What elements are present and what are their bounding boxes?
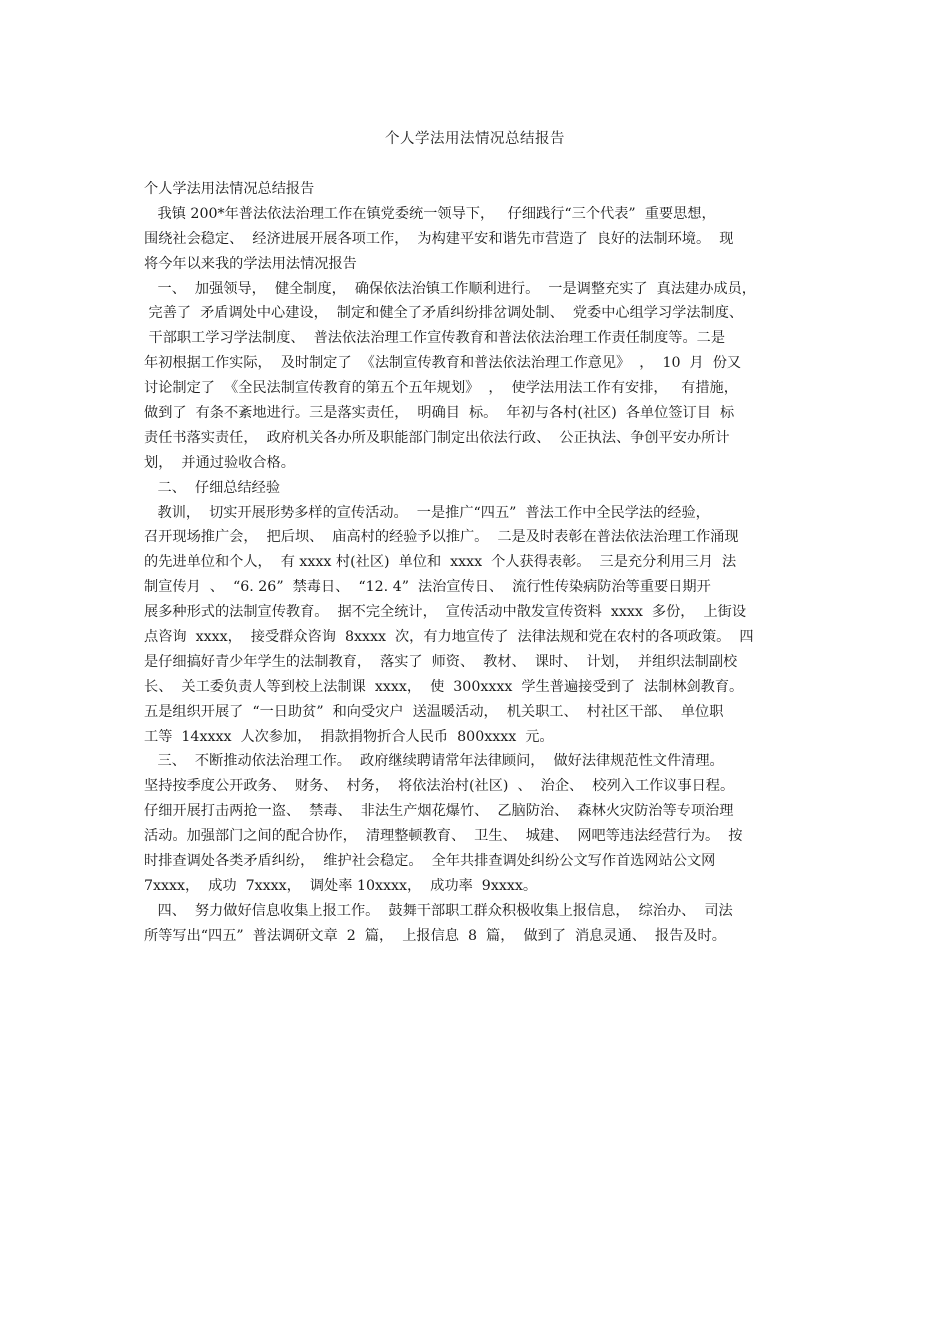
- body-line: 的先进单位和个人， 有 xxxx 村(社区) 单位和 xxxx 个人获得表彰。 三是充分利用三月 法: [144, 554, 737, 571]
- body-line: 工等 14xxxx 人次参加， 捐款捐物折合人民币 800xxxx 元。: [144, 728, 554, 745]
- body-line: 划， 并通过验收合格。: [144, 454, 295, 471]
- body-line: 制宣传月 、 “6. 26” 禁毒日、 “12. 4” 法治宣传日、 流行性传染病防治等重要日期开: [144, 579, 711, 596]
- document-body: [144, 177, 812, 949]
- body-line: 讨论制定了 《全民法制宣传教育的第五个五年规划》 ， 使学法用法工作有安排， 有措施，: [144, 380, 738, 397]
- body-line: 仔细开展打击两抢一盗、 禁毒、 非法生产烟花爆竹、 乙脑防治、 森林火灾防治等专项治理: [144, 803, 734, 820]
- body-line: 完善了 矛盾调处中心建设， 制定和健全了矛盾纠纷排岔调处制、 党委中心组学习学法制度、: [144, 305, 744, 322]
- body-line: 坚持按季度公开政务、 财务、 村务， 将依法治村(社区) 、 治企、 校列入工作议事日程。: [144, 778, 735, 795]
- body-line: 个人学法用法情况总结报告: [144, 181, 315, 197]
- body-line: 我镇 200*年普法依法治理工作在镇党委统一领导下， 仔细践行“三个代表” 重要思想，: [144, 205, 716, 222]
- body-line: 展多种形式的法制宣传教育。 据不完全统计， 宣传活动中散发宣传资料 xxxx 多份， 上街设: [144, 604, 747, 621]
- body-line: 召开现场推广会， 把后坝、 庙高村的经验予以推广。 二是及时表彰在普法依法治理工作涌现: [144, 529, 739, 546]
- body-line: 责任书落实责任， 政府机关各办所及职能部门制定出依法行政、 公正执法、争创平安办所计: [144, 429, 730, 446]
- document-title: 个人学法用法情况总结报告: [385, 131, 565, 147]
- body-line: 围绕社会稳定、 经济进展开展各项工作， 为构建平安和谐先市营造了 良好的法制环境。 现: [144, 230, 734, 247]
- body-line: 三、 不断推动依法治理工作。 政府继续聘请常年法律顾问， 做好法律规范性文件清理。: [144, 753, 724, 770]
- body-line: 长、 关工委负责人等到校上法制课 xxxx， 使 300xxxx 学生普遍接受到了 法制林剑教育。: [144, 678, 744, 695]
- body-line: 二、 仔细总结经验: [144, 479, 281, 496]
- body-line: 四、 努力做好信息收集上报工作。 鼓舞干部职工群众积极收集上报信息， 综治办、 司法: [144, 902, 733, 919]
- body-line: 年初根据工作实际， 及时制定了 《法制宣传教育和普法依法治理工作意见》 ， 10 月 份又: [144, 355, 742, 372]
- body-line: 做到了 有条不紊地进行。三是落实责任， 明确目 标。 年初与各村(社区) 各单位签订目 标: [144, 405, 735, 422]
- body-line: 干部职工学习学法制度、 普法依法治理工作宣传教育和普法依法治理工作责任制度等。二是: [144, 330, 726, 347]
- body-line: 点咨询 xxxx， 接受群众咨询 8xxxx 次，有力地宣传了 法律法规和党在农村的各项政策。 四: [144, 629, 754, 646]
- body-line: 是仔细搞好青少年学生的法制教育， 落实了 师资、 教材、 课时、 计划， 并组织法制副校: [144, 653, 738, 670]
- body-line: 所等写出“四五” 普法调研文章 2 篇， 上报信息 8 篇， 做到了 消息灵通、 报告及时。: [144, 927, 726, 944]
- body-line: 教训， 切实开展形势多样的宣传活动。 一是推广“四五” 普法工作中全民学法的经验，: [144, 504, 710, 521]
- body-line: 活动。加强部门之间的配合协作， 清理整顿教育、 卫生、 城建、 网吧等违法经营行为。 按: [144, 828, 743, 845]
- body-line: 一、 加强领导， 健全制度， 确保依法治镇工作顺利进行。 一是调整充实了 真法建办成员，: [144, 280, 756, 297]
- body-line: 五是组织开展了 “一日助贫” 和向受灾户 送温暖活动， 机关职工、 村社区干部、 单位职: [144, 703, 724, 720]
- body-line: 7xxxx， 成功 7xxxx， 调处率 10xxxx， 成功率 9xxxx。: [144, 877, 538, 894]
- body-line: 将今年以来我的学法用法情况报告: [144, 255, 357, 272]
- body-line: 时排查调处各类矛盾纠纷， 维护社会稳定。 全年共排查调处纠纷公文写作首选网站公文网: [144, 853, 716, 870]
